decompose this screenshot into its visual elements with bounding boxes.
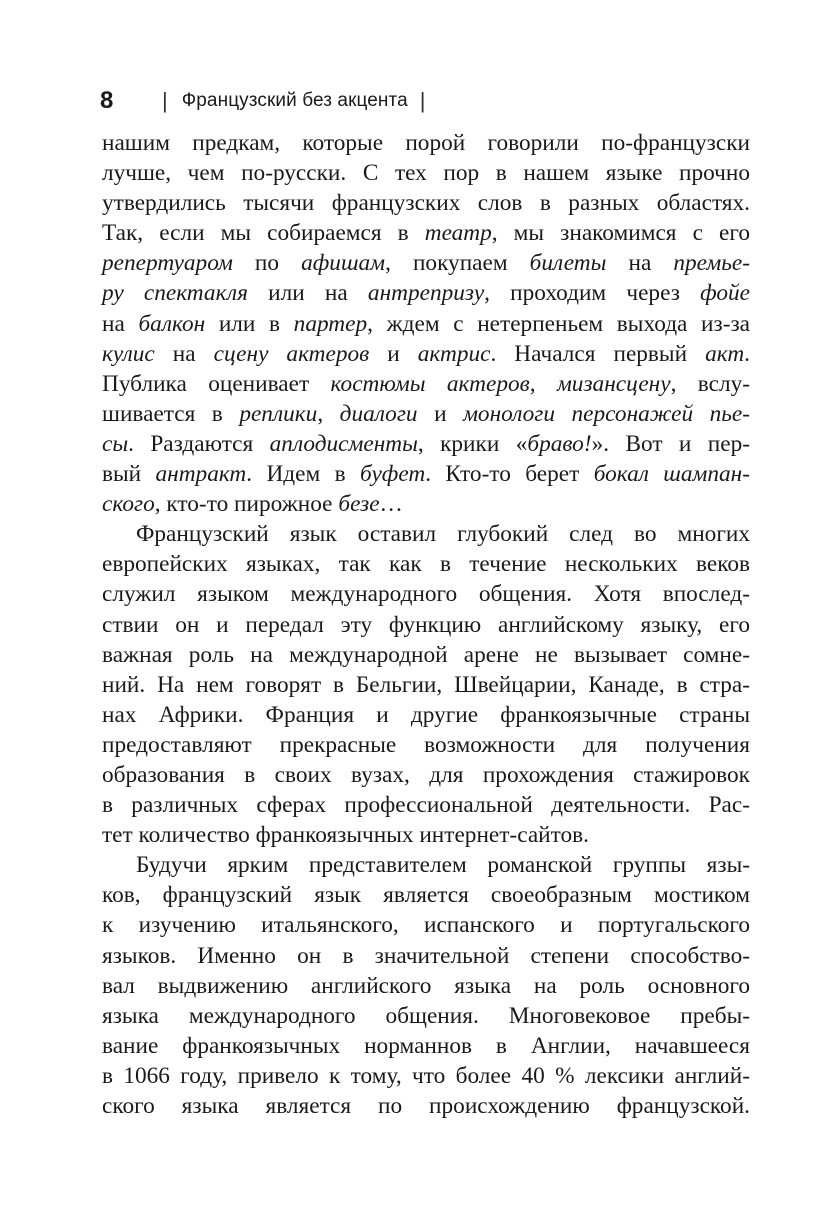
text-run: .	[744, 340, 750, 367]
text-run: . Идем в	[246, 461, 361, 488]
text-run: образования в своих вузах, для прохождения стажировок	[102, 761, 750, 788]
text-run: утвердились тысячи французских слов в разных областях.	[102, 190, 750, 217]
text-line	[102, 339, 750, 369]
body-text	[102, 128, 750, 1121]
text-run: ». Вот и пер-	[591, 430, 750, 457]
text-line	[102, 790, 750, 820]
italic-term: кулис	[102, 340, 155, 367]
italic-term: актрис	[417, 340, 491, 367]
italic-term: костюмы актеров	[330, 370, 530, 397]
text-line	[102, 971, 750, 1001]
text-line	[102, 369, 750, 399]
text-line	[102, 309, 750, 339]
text-run: , кто-то пирожное	[154, 491, 339, 518]
italic-term: театр	[424, 220, 492, 247]
italic-term: реплики	[239, 400, 318, 427]
text-line	[102, 1061, 750, 1091]
italic-term: афишам	[301, 250, 386, 277]
italic-term: монологи персонажей пье-	[463, 400, 750, 427]
italic-term: браво!	[527, 430, 592, 457]
italic-term: диалоги	[339, 400, 418, 427]
text-run: к изучению итальянского, испанского и португальского	[102, 912, 750, 939]
paragraph	[102, 850, 750, 1121]
text-run: . Раздаются	[128, 430, 270, 457]
text-run: ний. На нем говорят в Бельгии, Швейцарии, Канаде, в стра-	[102, 671, 750, 698]
text-run: по	[232, 250, 302, 277]
text-run: вый	[102, 461, 156, 488]
text-line	[102, 760, 750, 790]
italic-term: фойе	[700, 280, 750, 307]
text-run: ,	[529, 370, 557, 397]
italic-term: сцену актеров	[213, 340, 370, 367]
text-line	[102, 248, 750, 278]
text-run: нах Африки. Франция и другие франкоязычные страны	[102, 701, 750, 728]
text-run: нашим предкам, которые порой говорили по-французски	[102, 130, 750, 156]
text-run: , крики «	[417, 430, 528, 457]
text-line	[102, 128, 750, 158]
text-run: вание франкоязычных норманнов в Англии, начавшееся	[102, 1032, 750, 1059]
text-line	[102, 429, 750, 459]
text-line	[102, 850, 750, 880]
text-run: ствии он и передал эту функцию английскому языку, его	[102, 611, 750, 638]
text-run: ков, французский язык является своеобразным мостиком	[102, 882, 750, 909]
italic-term: буфет	[360, 461, 426, 488]
text-run: тет количество франкоязычных интернет-сайтов.	[102, 822, 589, 849]
text-run: Французский язык оставил глубокий след во многих	[136, 521, 750, 548]
text-run: шивается в	[102, 400, 240, 427]
text-line	[102, 579, 750, 609]
text-run: важная роль на международной арене не вызывает сомне-	[102, 641, 750, 668]
text-run: и	[369, 340, 418, 367]
text-line	[102, 880, 750, 910]
italic-term: акт	[705, 340, 745, 367]
page-number: 8	[100, 87, 114, 114]
italic-term: мизансцену	[556, 370, 671, 397]
text-run: …	[379, 491, 403, 518]
text-run: вал выдвижению английского языка на роль основного	[102, 972, 750, 999]
text-run: , мы знакомимся с его	[491, 220, 750, 247]
text-line	[102, 610, 750, 640]
text-run: и	[417, 400, 464, 427]
text-line	[102, 519, 750, 549]
text-line	[102, 700, 750, 730]
text-run: в различных сферах профессиональной деятельности. Рас-	[102, 792, 750, 819]
text-run: , вслу-	[670, 370, 750, 397]
italic-term: аплодисменты	[269, 430, 418, 457]
text-run: , проходим через	[484, 280, 701, 307]
text-run: европейских языках, так как в течение нескольких веков	[102, 551, 750, 578]
text-line	[102, 670, 750, 700]
italic-term: ру спектакля	[102, 280, 248, 307]
text-run: или на	[247, 280, 368, 307]
text-run: , покупаем	[385, 250, 530, 277]
text-run: . Кто-то берет	[425, 461, 594, 488]
text-run: на	[102, 310, 139, 337]
text-line	[102, 489, 750, 519]
text-run: . Начался первый	[490, 340, 706, 367]
text-run: служил языком международного общения. Хотя впослед-	[102, 581, 750, 608]
text-line	[102, 1031, 750, 1061]
text-line	[102, 188, 750, 218]
italic-term: сы	[102, 430, 129, 457]
text-line	[102, 1091, 750, 1121]
text-line	[102, 399, 750, 429]
italic-term: репертуаром	[102, 250, 233, 277]
text-run: Публика оценивает	[102, 370, 331, 397]
text-run: языков. Именно он в значительной степени способство-	[102, 942, 750, 969]
running-title: Французский без акцента	[181, 90, 408, 111]
text-run: языка международного общения. Многовековое пребы-	[102, 1002, 750, 1029]
text-line	[102, 158, 750, 188]
text-line	[102, 820, 750, 850]
italic-term: партер	[293, 310, 368, 337]
text-line	[102, 1001, 750, 1031]
header-divider-left: |	[162, 88, 168, 113]
text-line	[102, 278, 750, 308]
text-line	[102, 218, 750, 248]
running-header	[100, 86, 439, 116]
paragraph	[102, 128, 750, 519]
text-run: предоставляют прекрасные возможности для получения	[102, 731, 750, 758]
text-run: Так, если мы собираемся в	[102, 220, 425, 247]
text-line	[102, 640, 750, 670]
text-run: в 1066 году, привело к тому, что более 40 % лексики англий-	[102, 1062, 750, 1089]
text-line	[102, 730, 750, 760]
text-run: лучше, чем по-русски. С тех пор в нашем языке прочно	[102, 160, 750, 187]
text-run: или в	[205, 310, 294, 337]
italic-term: ского	[102, 491, 155, 518]
text-line	[102, 910, 750, 940]
paragraph	[102, 519, 750, 850]
italic-term: антрепризу	[367, 280, 485, 307]
italic-term: антракт	[155, 461, 247, 488]
text-run: на	[154, 340, 214, 367]
italic-term: безе	[338, 491, 380, 518]
text-line	[102, 941, 750, 971]
text-run: Будучи ярким представителем романской группы язы-	[136, 852, 750, 879]
text-run: ,	[317, 400, 340, 427]
text-run: , ждем с нетерпеньем выхода из-за	[367, 310, 750, 337]
text-line	[102, 549, 750, 579]
text-line	[102, 459, 750, 489]
header-divider-right: |	[419, 88, 426, 113]
italic-term: балкон	[138, 310, 206, 337]
italic-term: премье-	[673, 250, 750, 277]
italic-term: билеты	[529, 250, 607, 277]
text-run: на	[606, 250, 674, 277]
italic-term: бокал шампан-	[593, 461, 750, 488]
text-run: ского языка является по происхождению французской.	[102, 1093, 750, 1119]
